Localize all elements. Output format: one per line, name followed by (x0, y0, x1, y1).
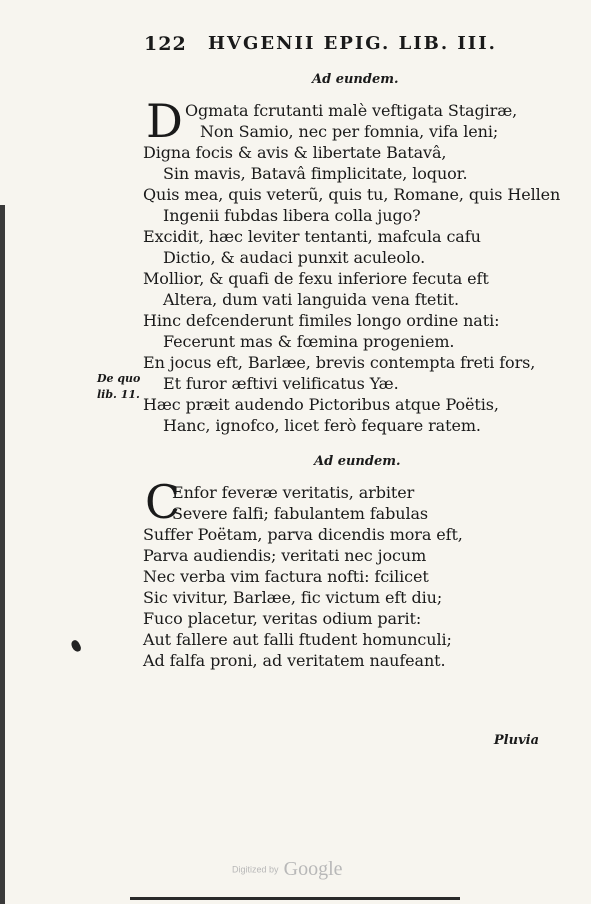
poem2-drop-cap: C (145, 475, 181, 529)
poem1-line: Quis mea, quis veterũ, quis tu, Romane, quis Hellen (143, 185, 561, 204)
digitized-watermark (232, 858, 343, 881)
poem2-line: Enfor feveræ veritatis, arbiter (172, 483, 415, 502)
margin-note-line1: De quo (97, 372, 141, 385)
catchword: Pluvia (493, 733, 539, 748)
page-edge-shadow (0, 205, 5, 904)
poem1-line: Sin mavis, Batavâ fimplicitate, loquor. (163, 164, 468, 183)
poem1-line: Hanc, ignofco, licet ferò fequare ratem. (163, 416, 481, 435)
watermark-prefix: Digitized by (232, 864, 279, 875)
poem1-drop-cap: D (146, 94, 183, 148)
ink-blot (70, 639, 82, 653)
poem1-line: Digna focis & avis & libertate Batavâ, (143, 143, 447, 162)
poem2-line: Aut fallere aut falli ftudent homunculi; (143, 630, 452, 649)
poem1-line: Fecerunt mas & fœmina progeniem. (163, 332, 455, 351)
poem2-line: Suffer Poëtam, parva dicendis mora eft, (143, 525, 463, 544)
poem1-line: Mollior, & quafi de fexu inferiore fecuta eft (143, 269, 489, 288)
poem1-line: Ogmata fcrutanti malè veftigata Stagiræ, (185, 101, 518, 120)
bottom-edge-rule (130, 897, 460, 900)
poem2-line: Severe falfi; fabulantem fabulas (172, 504, 429, 523)
google-logo: Google (283, 858, 343, 880)
poem1-line: Non Samio, nec per fomnia, vifa leni; (200, 122, 499, 141)
poem1-heading: Ad eundem. (312, 72, 399, 87)
poem1-line: En jocus eft, Barlæe, brevis contempta freti fors, (143, 353, 536, 372)
poem1-line: Altera, dum vati languida vena ftetit. (163, 290, 459, 309)
poem1-line: Excidit, hæc leviter tentanti, mafcula cafu (143, 227, 481, 246)
poem1-line: Ingenii fubdas libera colla jugo? (163, 206, 421, 225)
poem2-line: Parva audiendis; veritati nec jocum (143, 546, 427, 565)
poem1-line: Dictio, & audaci punxit aculeolo. (163, 248, 426, 267)
poem2-line: Sic vivitur, Barlæe, fic victum eft diu; (143, 588, 443, 607)
poem1-line: Hæc præit audendo Pictoribus atque Poëtis, (143, 395, 499, 414)
poem2-heading: Ad eundem. (314, 454, 401, 469)
margin-note-line2: lib. 11. (97, 388, 140, 401)
poem2-line: Ad falfa proni, ad veritatem naufeant. (143, 651, 446, 670)
poem1-line: Hinc defcenderunt fimiles longo ordine nati: (143, 311, 500, 330)
poem2-line: Fuco placetur, veritas odium parit: (143, 609, 422, 628)
poem2-line: Nec verba vim factura nofti: fcilicet (143, 567, 429, 586)
poem1-line: Et furor æftivi velificatus Yæ. (163, 374, 399, 393)
page-number: 122 (144, 33, 187, 55)
running-title: HVGENII EPIG. LIB. III. (208, 33, 497, 54)
